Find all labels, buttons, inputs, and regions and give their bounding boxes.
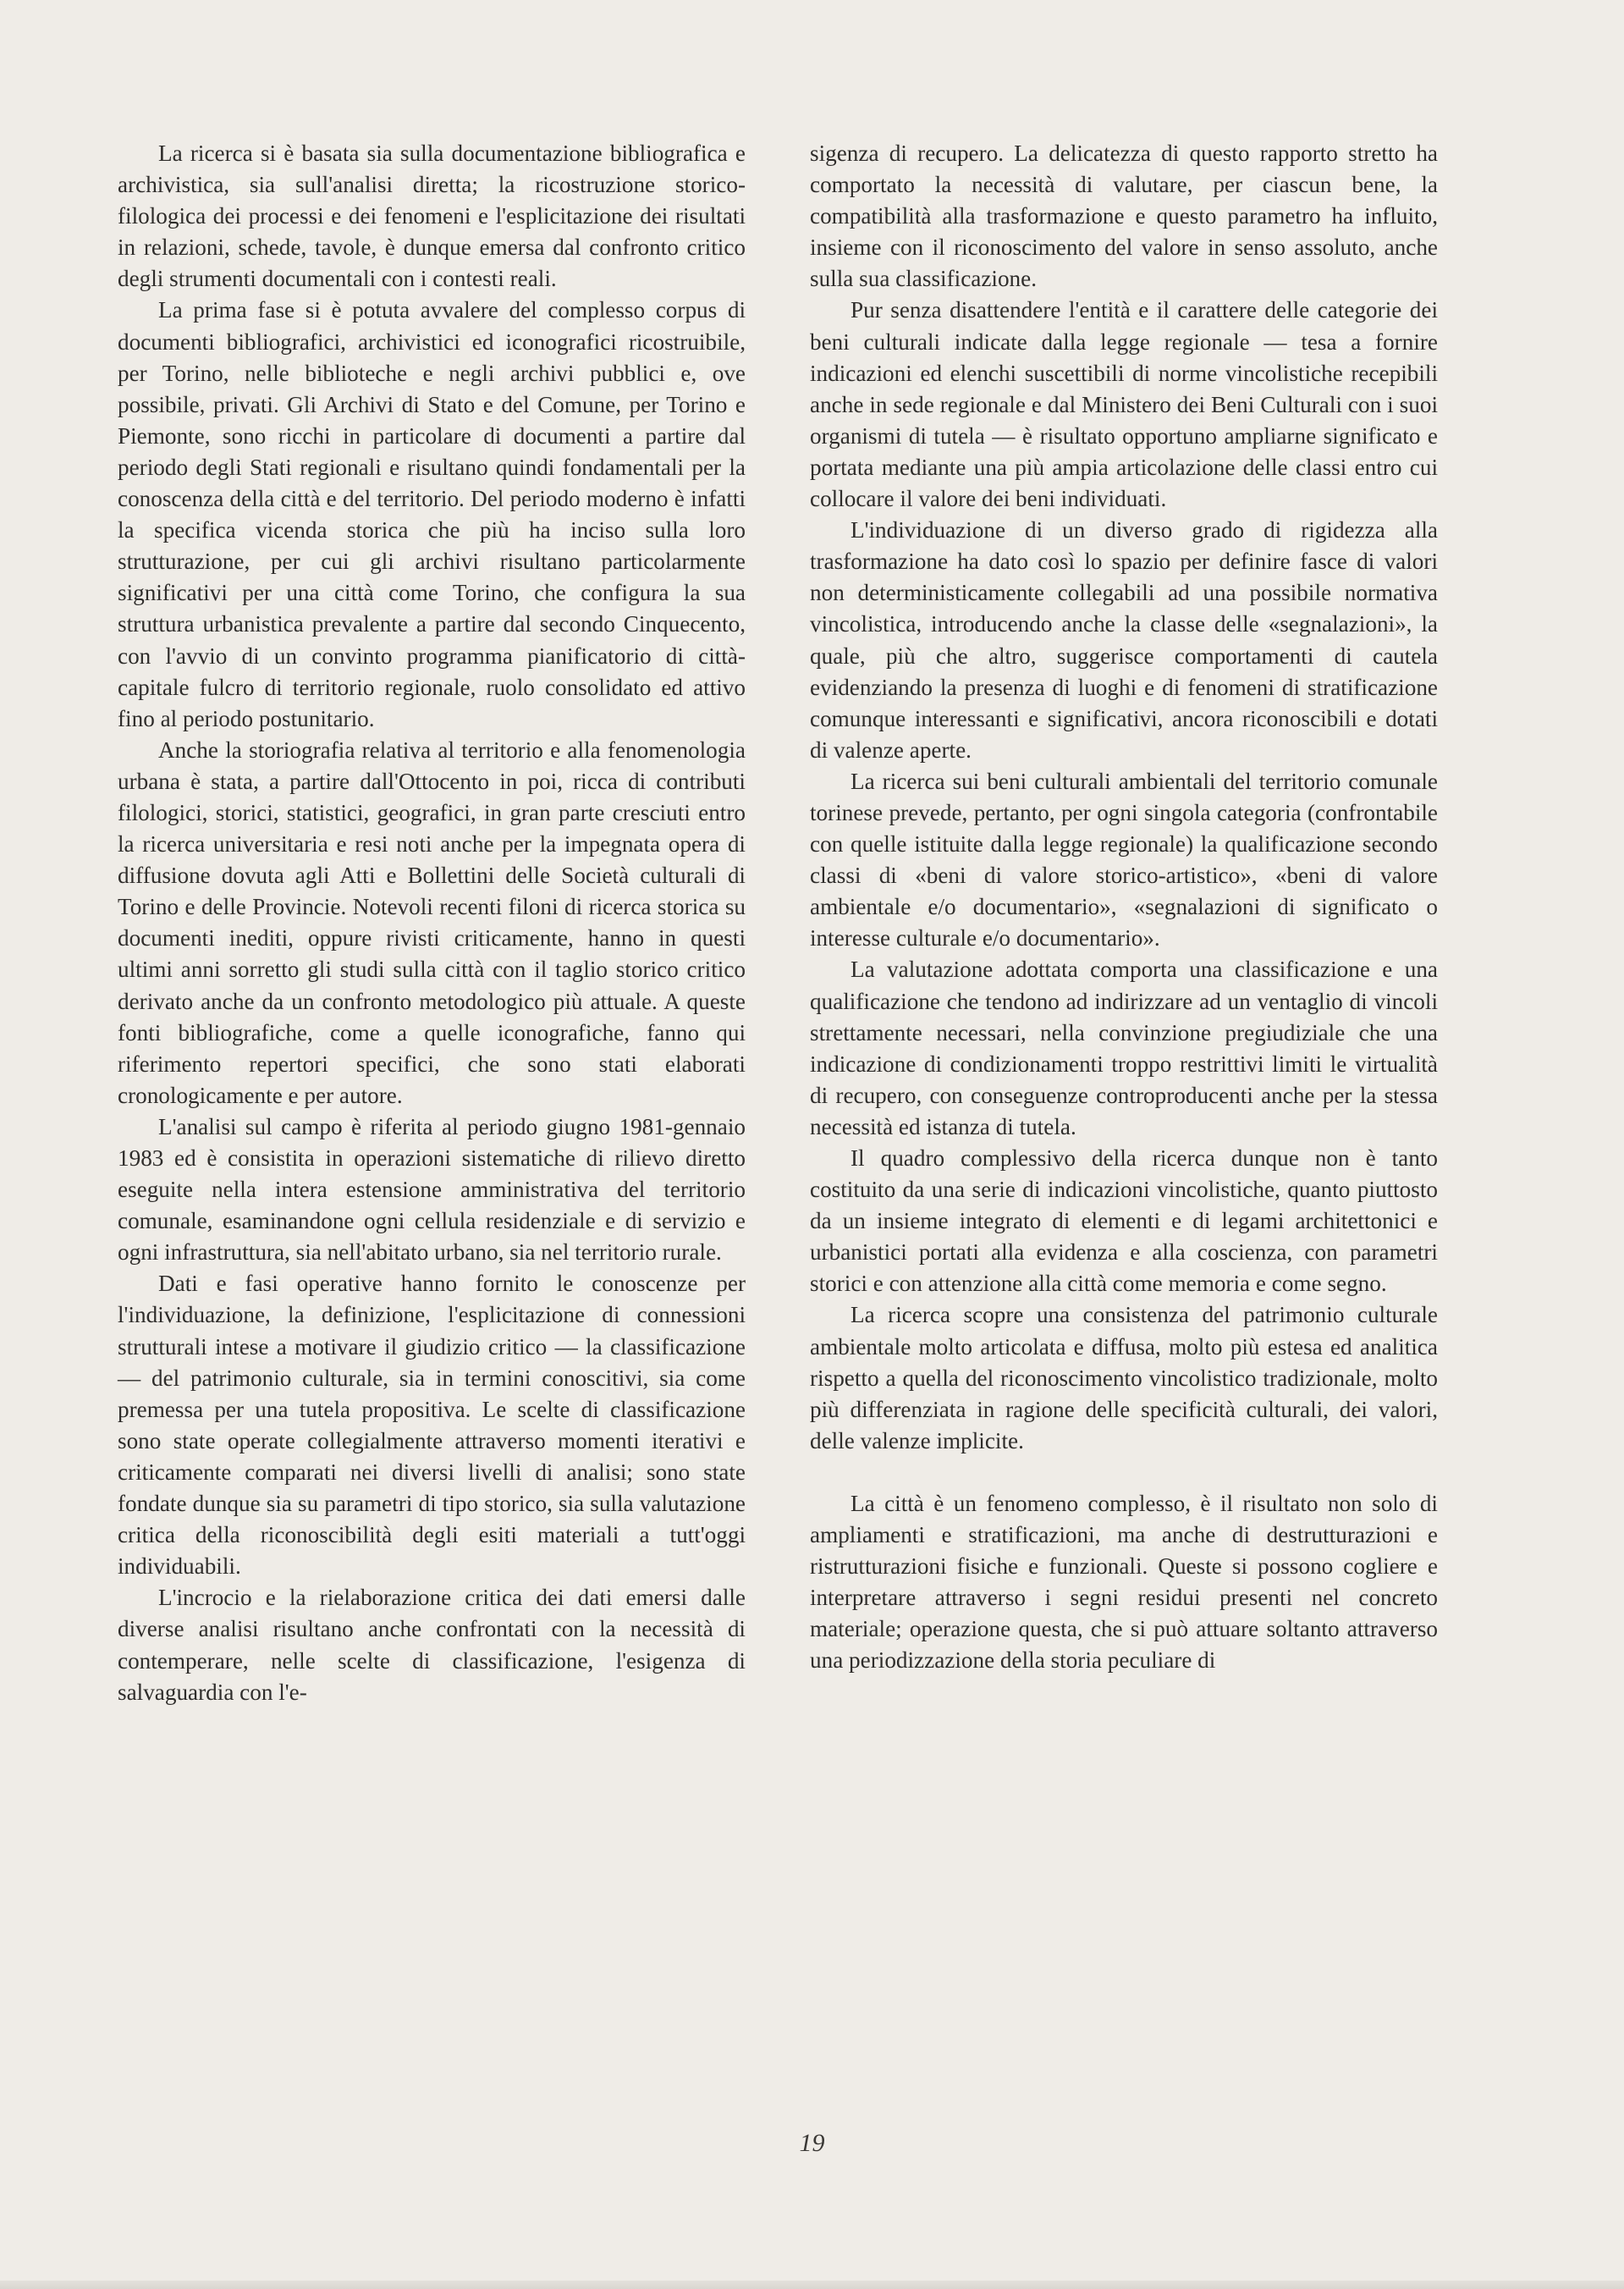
paragraph: L'analisi sul campo è riferita al periodo giugno 1981-gennaio 1983 ed è consistita in operazioni sistematiche di rilievo diretto eseguite nella intera estensione amministrativa del territorio comunale, esaminandone ogni cellula residenziale e di servizio e ogni infrastruttura, sia nell'abitato urbano, sia nel territorio rurale. bbox=[118, 1113, 746, 1266]
paragraph: La valutazione adottata comporta una classificazione e una qualificazione che tendono ad indirizzare ad un ventaglio di vincoli strettamente necessari, nella convinzione pregiudiziale che una indicazione di condizionamenti troppo restrittivi limiti le virtualità di recupero, con conseguenze controproducenti anche per la stessa necessità ed istanza di tutela. bbox=[810, 957, 1438, 1139]
paragraph: Il quadro complessivo della ricerca dunque non è tanto costituito da una serie di indicazioni vincolistiche, quanto piuttosto da un insieme integrato di elementi e di legami architettonici e urbanistici portati alla evidenza e alla coscienza, con parametri storici e con attenzione alla città come memoria e come segno. bbox=[810, 1145, 1438, 1297]
paragraph: La ricerca si è basata sia sulla documentazione bibliografica e archivistica, sia sull'analisi diretta; la ricostruzione storico-filologica dei processi e dei fenomeni e l'esplicitazione dei risultati in relazioni, schede, tavole, è dunque emersa dal confronto critico degli strumenti documentali con i contesti reali. bbox=[118, 141, 746, 292]
page-edge bbox=[0, 2281, 1624, 2289]
paragraph: La ricerca sui beni culturali ambientali del territorio comunale torinese prevede, pertanto, per ogni singola categoria (confrontabile con quelle istituite dalla legge regionale) la qualificazione secondo classi di «beni di valore storico-artistico», «beni di valore ambientale e/o documentario», «segnalazioni di significato o interesse culturale e/o documentario». bbox=[810, 768, 1438, 951]
paragraph-continuation: sigenza di recupero. La delicatezza di questo rapporto stretto ha comportato la necessità di valutare, per ciascun bene, la compatibilità alla trasformazione e questo parametro ha influito, insieme con il riconoscimento del valore in senso assoluto, anche sulla sua classificazione. bbox=[810, 141, 1438, 292]
paragraph: La prima fase si è potuta avvalere del complesso corpus di documenti bibliografici, archivistici ed iconografici ricostruibile, per Torino, nelle biblioteche e negli archivi pubblici e, ove possibile, privati. Gli Archivi di Stato e del Comune, per Torino e Piemonte, sono ricchi in particolare di documenti a partire dal periodo degli Stati regionali e risultano quindi fondamentali per la conoscenza della città e del territorio. Del periodo moderno è infatti la specifica vicenda storica che più ha inciso sulla loro strutturazione, per cui gli archivi risultano particolarmente significativi per una città come Torino, che configura la sua struttura urbanistica prevalente a partire dal secondo Cinquecento, con l'avvio di un convinto programma pianificatorio di città-capitale fulcro di territorio regionale, ruolo consolidato ed attivo fino al periodo postunitario. bbox=[118, 297, 746, 731]
paragraph: Anche la storiografia relativa al territorio e alla fenomenologia urbana è stata, a partire dall'Ottocento in poi, ricca di contributi filologici, storici, statistici, geografici, in gran parte cresciuti entro la ricerca universitaria e resi noti anche per la impegnata opera di diffusione dovuta agli Atti e Bollettini delle Società culturali di Torino e delle Provincie. Notevoli recenti filoni di ricerca storica su documenti inediti, oppure rivisti criticamente, hanno in questi ultimi anni sorretto gli studi sulla città con il taglio storico critico derivato anche da un confronto metodologico più attuale. A queste fonti bibliografiche, come a quelle iconografiche, fanno qui riferimento repertori specifici, che sono stati elaborati cronologicamente e per autore. bbox=[118, 736, 746, 1108]
paragraph: L'individuazione di un diverso grado di rigidezza alla trasformazione ha dato così lo spazio per definire fasce di valori non deterministicamente collegabili ad una possibile normativa vincolistica, introducendo anche la classe delle «segnalazioni», la quale, più che altro, suggerisce comportamenti di cautela evidenziando la presenza di luoghi e di fenomeni di stratificazione comunque interessanti e significativi, ancora riconoscibili e dotati di valenze aperte. bbox=[810, 517, 1438, 763]
text-column-left bbox=[118, 138, 746, 1708]
paragraph: La città è un fenomeno complesso, è il risultato non solo di ampliamenti e stratificazioni, ma anche di destrutturazioni e ristrutturazioni fisiche e funzionali. Queste si possono cogliere e interpretare attraverso i segni residui presenti nel concreto materiale; operazione questa, che si può attuare soltanto attraverso una periodizzazione della storia peculiare di bbox=[810, 1490, 1438, 1674]
paragraph: L'incrocio e la rielaborazione critica dei dati emersi dalle diverse analisi risultano anche confrontati con la necessità di contemperare, nelle scelte di classificazione, l'esigenza di salvaguardia con l'e- bbox=[118, 1585, 746, 1705]
text-column-right bbox=[810, 138, 1438, 1677]
paragraph: La ricerca scopre una consistenza del patrimonio culturale ambientale molto articolata e diffusa, molto più estesa ed analitica rispetto a quella del riconoscimento vincolistico tradizionale, molto più differenziata in ragione delle specificità culturali, dei valori, delle valenze implicite. bbox=[810, 1302, 1438, 1453]
paragraph: Pur senza disattendere l'entità e il carattere delle categorie dei beni culturali indicate dalla legge regionale — tesa a fornire indicazioni ed elenchi suscettibili di norme vincolistiche recepibili anche in sede regionale e dal Ministero dei Beni Culturali con i suoi organismi di tutela — è risultato opportuno ampliarne significato e portata mediante una più ampia articolazione delle classi entro cui collocare il valore dei beni individuati. bbox=[810, 297, 1438, 512]
page-number: 19 bbox=[799, 2129, 825, 2157]
paragraph: Dati e fasi operative hanno fornito le conoscenze per l'individuazione, la definizione, l'esplicitazione di connessioni strutturali intese a motivare il giudizio critico — la classificazione — del patrimonio culturale, sia in termini conoscitivi, sia come premessa per una tutela propositiva. Le scelte di classificazione sono state operate collegialmente attraverso momenti iterativi e criticamente comparati nei diversi livelli di analisi; sono state fondate dunque sia su parametri di tipo storico, sia sulla valutazione critica della riconoscibilità degli esiti materiali a tutt'oggi individuabili. bbox=[118, 1271, 746, 1580]
